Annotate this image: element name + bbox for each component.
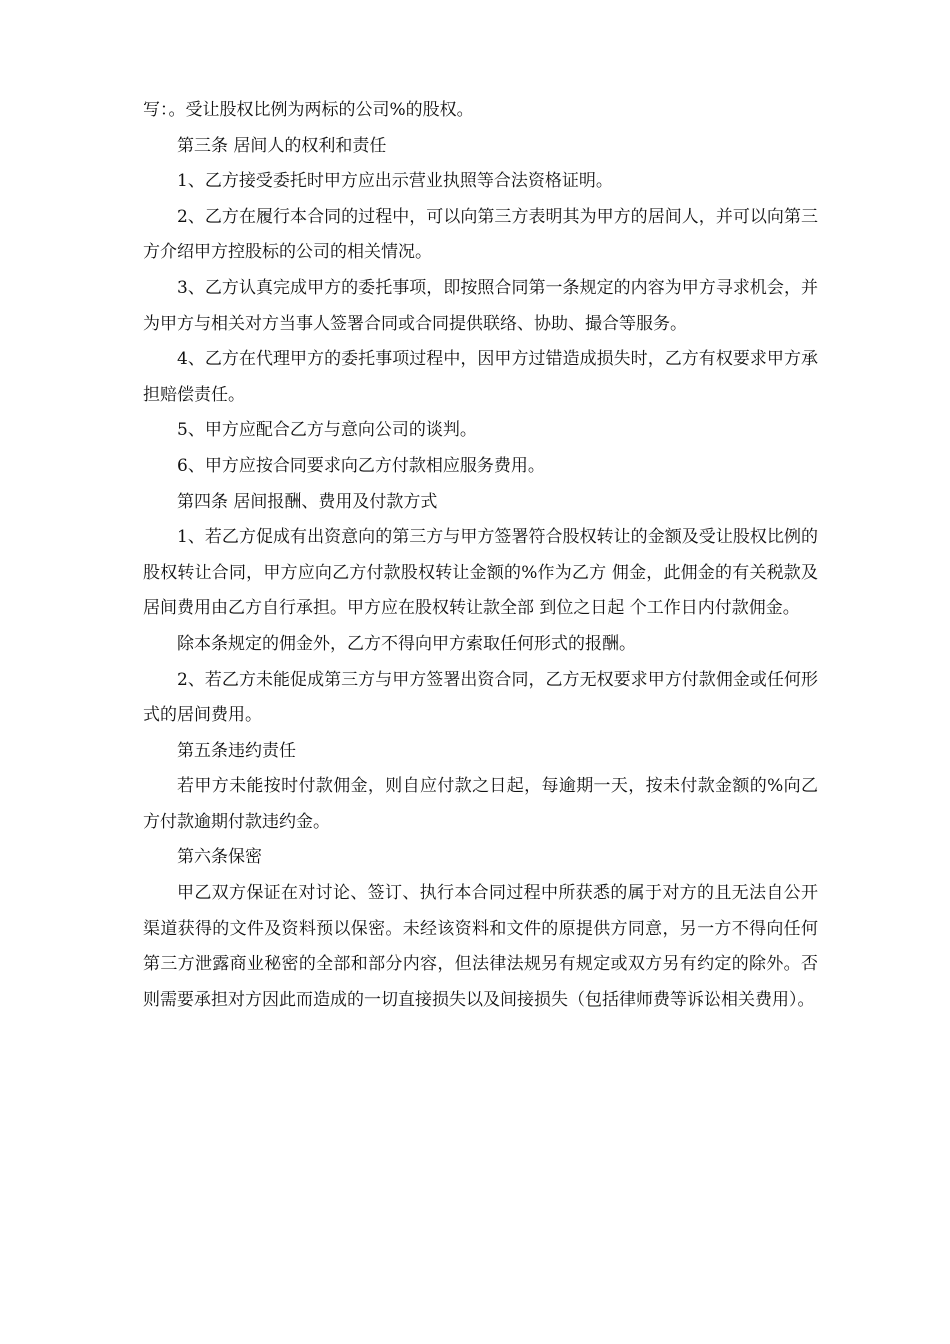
paragraph-6: 甲乙双方保证在对讨论、签订、执行本合同过程中所获悉的属于对方的且无法自公开渠道获得的文件及资料预以保密。未经该资料和文件的原提供方同意，另一方不得向任何第三方泄露商业秘密的全部和部分内容，但法律法规另有规定或双方另有约定的除外。否则需要承担对方因此而造成的一切直接损失以及间接损失（包括律师费等诉讼相关费用）。 <box>143 883 818 1010</box>
heading-article-3: 第三条 居间人的权利和责任 <box>177 135 387 156</box>
heading-article-5: 第五条违约责任 <box>177 740 296 761</box>
paragraph-3-6: 6、甲方应按合同要求向乙方付款相应服务费用。 <box>177 455 545 476</box>
paragraph-5: 若甲方未能按时付款佣金，则自应付款之日起，每逾期一天，按未付款金额的%向乙方付款逾期付款违约金。 <box>143 776 818 832</box>
paragraph-3-1: 1、乙方接受委托时甲方应出示营业执照等合法资格证明。 <box>177 171 613 192</box>
paragraph-4-1: 1、若乙方促成有出资意向的第三方与甲方签署符合股权转让的金额及受让股权比例的股权转让合同，甲方应向乙方付款股权转让金额的%作为乙方 佣金，此佣金的有关税款及居间费用由乙方自行承担。甲方应在股权转让款全部 到位之日起 个工作日内付款佣金。 <box>143 527 818 619</box>
document-page <box>143 93 818 1018</box>
paragraph-continuation: 写：。受让股权比例为两标的公司%的股权。 <box>143 100 474 120</box>
paragraph-3-2: 2、乙方在履行本合同的过程中，可以向第三方表明其为甲方的居间人，并可以向第三方介绍甲方控股标的公司的相关情况。 <box>143 206 818 263</box>
paragraph-4-2: 2、若乙方未能促成第三方与甲方签署出资合同，乙方无权要求甲方付款佣金或任何形式的居间费用。 <box>143 669 818 726</box>
heading-article-6: 第六条保密 <box>177 847 262 868</box>
paragraph-3-4: 4、乙方在代理甲方的委托事项过程中，因甲方过错造成损失时，乙方有权要求甲方承担赔偿责任。 <box>143 349 818 405</box>
paragraph-3-3: 3、乙方认真完成甲方的委托事项，即按照合同第一条规定的内容为甲方寻求机会，并为甲方与相关对方当事人签署合同或合同提供联络、协助、撮合等服务。 <box>143 277 818 334</box>
heading-article-4: 第四条 居间报酬、费用及付款方式 <box>177 491 438 512</box>
paragraph-3-5: 5、甲方应配合乙方与意向公司的谈判。 <box>177 420 477 441</box>
paragraph-4-note: 除本条规定的佣金外，乙方不得向甲方索取任何形式的报酬。 <box>177 633 636 654</box>
